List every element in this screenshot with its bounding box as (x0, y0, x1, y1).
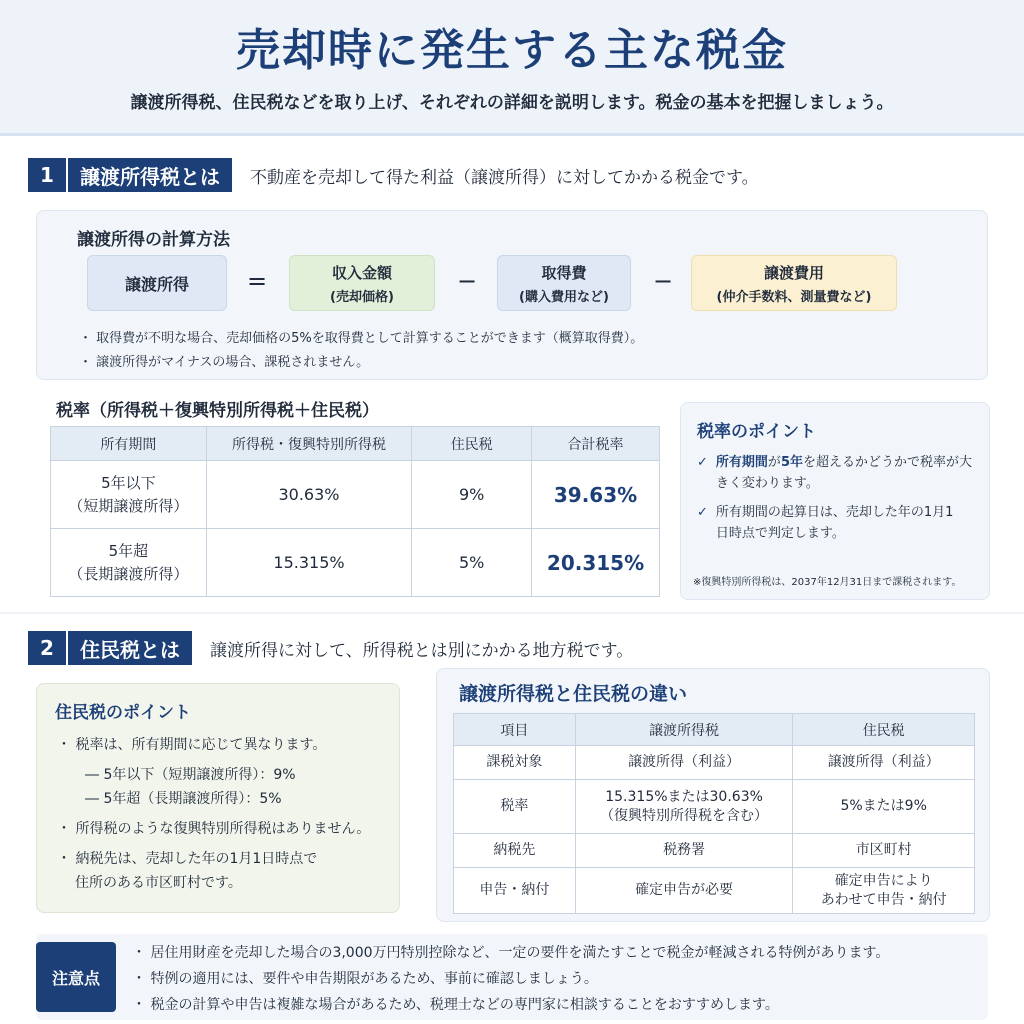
result-label: 譲渡所得 (124, 274, 189, 294)
acquisition-chip (497, 255, 631, 311)
total-rate-cell: 20.315% (532, 529, 660, 597)
income-label: 収入金額 (331, 263, 392, 282)
resident-point-2: ・ 所得税のような復興特別所得税はありません。 (57, 821, 371, 837)
section-divider (0, 612, 1024, 614)
section2-header (28, 631, 633, 665)
check-icon: ✓ (697, 505, 708, 520)
comparison-box (436, 668, 990, 922)
rate-point-1-rest: を超えるかどうかで税率が大きく変わります。 (715, 455, 972, 491)
table-row (454, 834, 975, 868)
caution-label: 注意点 (36, 942, 116, 1012)
caution-box (36, 934, 988, 1020)
table-cell: 市区町村 (793, 834, 975, 868)
table-cell: 5%または9% (793, 780, 975, 834)
rate-footnote: ※復興特別所得税は、2037年12月31日まで課税されます。 (693, 577, 962, 588)
equals-sign: = (247, 267, 268, 295)
acquisition-label: 取得費 (541, 263, 587, 282)
table-header: 譲渡所得税 (575, 714, 793, 746)
resident-tax-points-box (36, 683, 400, 913)
comparison-table (453, 713, 975, 914)
table-header: 所得税・復興特別所得税 (206, 427, 412, 461)
calculation-box (36, 210, 988, 380)
page-title: 売却時に発生する主な税金 (236, 25, 788, 76)
rate-point-2-text: 所有期間の起算日は、売却した年の1月1日時点で判定します。 (715, 505, 954, 541)
calc-note-2: ・ 譲渡所得がマイナスの場合、課税されません。 (79, 355, 370, 370)
table-row (454, 780, 975, 834)
resident-sub-2: ― 5年超（長期譲渡所得）：5% (85, 791, 282, 807)
resident-point-1: ・ 税率は、所有期間に応じて異なります。 (57, 737, 327, 753)
income-tax-cell: 15.315% (206, 529, 412, 597)
rate-points-title: 税率のポイント (697, 422, 816, 442)
resident-tax-points-title: 住民税のポイント (55, 703, 191, 723)
section2-number: 2 (28, 631, 66, 665)
total-rate-cell: 39.63% (532, 461, 660, 529)
table-row (454, 746, 975, 780)
period-label: 5年以下 (101, 474, 156, 492)
period-sub: （長期譲渡所得） (68, 564, 189, 583)
table-header: 項目 (454, 714, 576, 746)
table-header-row (51, 427, 660, 461)
rate-points-box (680, 402, 990, 600)
rate-point-1 (697, 453, 977, 495)
calculation-title: 譲渡所得の計算方法 (77, 230, 230, 250)
rate-point-2 (697, 503, 957, 545)
period-sub: （短期譲渡所得） (68, 496, 189, 515)
table-row (454, 868, 975, 914)
page-subtitle: 譲渡所得税、住民税などを取り上げ、それぞれの詳細を説明します。税金の基本を把握しましょう。 (130, 93, 894, 113)
highlight-period: 所有期間 (715, 455, 768, 470)
section1-number: 1 (28, 158, 66, 192)
resident-tax-cell: 5% (412, 529, 532, 597)
rate-point-1-text (716, 453, 977, 495)
caution-item: ・ 特例の適用には、要件や申告期限があるため、事前に確認しましょう。 (132, 971, 598, 987)
highlight-years: 5年 (780, 455, 803, 470)
rate-point-1-connector: が (767, 455, 781, 470)
table-header: 合計税率 (532, 427, 660, 461)
table-cell: 納税先 (454, 834, 576, 868)
page-header (0, 0, 1024, 136)
caution-item: ・ 居住用財産を売却した場合の3,000万円特別控除など、一定の要件を満たすことで税金が軽減される特例があります。 (132, 945, 890, 961)
resident-point-3a: ・ 納税先は、売却した年の1月1日時点で (57, 851, 318, 867)
period-cell (51, 461, 207, 529)
section1-description: 不動産を売却して得た利益（譲渡所得）に対してかかる税金です。 (250, 167, 759, 188)
table-cell: 税務署 (575, 834, 793, 868)
income-chip (289, 255, 435, 311)
section2-label: 住民税とは (68, 631, 192, 665)
expenses-label: 譲渡費用 (763, 263, 824, 282)
section1-label: 譲渡所得税とは (68, 158, 232, 192)
calc-note-1: ・ 取得費が不明な場合、売却価格の5%を取得費として計算することができます（概算取得費）。 (79, 331, 644, 346)
resident-sub-1: ― 5年以下（短期譲渡所得）：9% (85, 767, 296, 783)
income-tax-cell: 30.63% (206, 461, 412, 529)
table-header-row (454, 714, 975, 746)
minus-sign-2: − (653, 267, 674, 295)
table-cell: 課税対象 (454, 746, 576, 780)
income-sub: (売却価格) (330, 289, 394, 305)
table-cell: 確定申告が必要 (575, 868, 793, 914)
acquisition-sub: (購入費用など) (519, 289, 609, 305)
minus-sign-1: − (457, 267, 478, 295)
table-header: 住民税 (793, 714, 975, 746)
result-chip (87, 255, 227, 311)
resident-point-3b: 住所のある市区町村です。 (75, 875, 242, 891)
expenses-chip (691, 255, 897, 311)
table-cell: 確定申告により あわせて申告・納付 (793, 868, 975, 914)
check-icon: ✓ (697, 455, 708, 470)
period-cell (51, 529, 207, 597)
expenses-sub: (仲介手数料、測量費など) (716, 289, 872, 305)
table-cell: 税率 (454, 780, 576, 834)
period-label: 5年超 (108, 542, 149, 560)
section2-description: 譲渡所得に対して、所得税とは別にかかる地方税です。 (210, 640, 634, 661)
table-cell: 申告・納付 (454, 868, 576, 914)
table-cell: 譲渡所得（利益） (793, 746, 975, 780)
caution-item: ・ 税金の計算や申告は複雑な場合があるため、税理士などの専門家に相談することをおすすめします。 (132, 997, 779, 1013)
table-header: 所有期間 (51, 427, 207, 461)
table-cell: 譲渡所得（利益） (575, 746, 793, 780)
rate-table (50, 426, 660, 597)
rate-title: 税率（所得税＋復興特別所得税＋住民税） (56, 401, 379, 421)
table-row (51, 529, 660, 597)
resident-tax-cell: 9% (412, 461, 532, 529)
comparison-title: 譲渡所得税と住民税の違い (459, 683, 688, 705)
table-header: 住民税 (412, 427, 532, 461)
table-cell: 15.315%または30.63% （復興特別所得税を含む） (575, 780, 793, 834)
section1-header (28, 158, 759, 192)
table-row (51, 461, 660, 529)
